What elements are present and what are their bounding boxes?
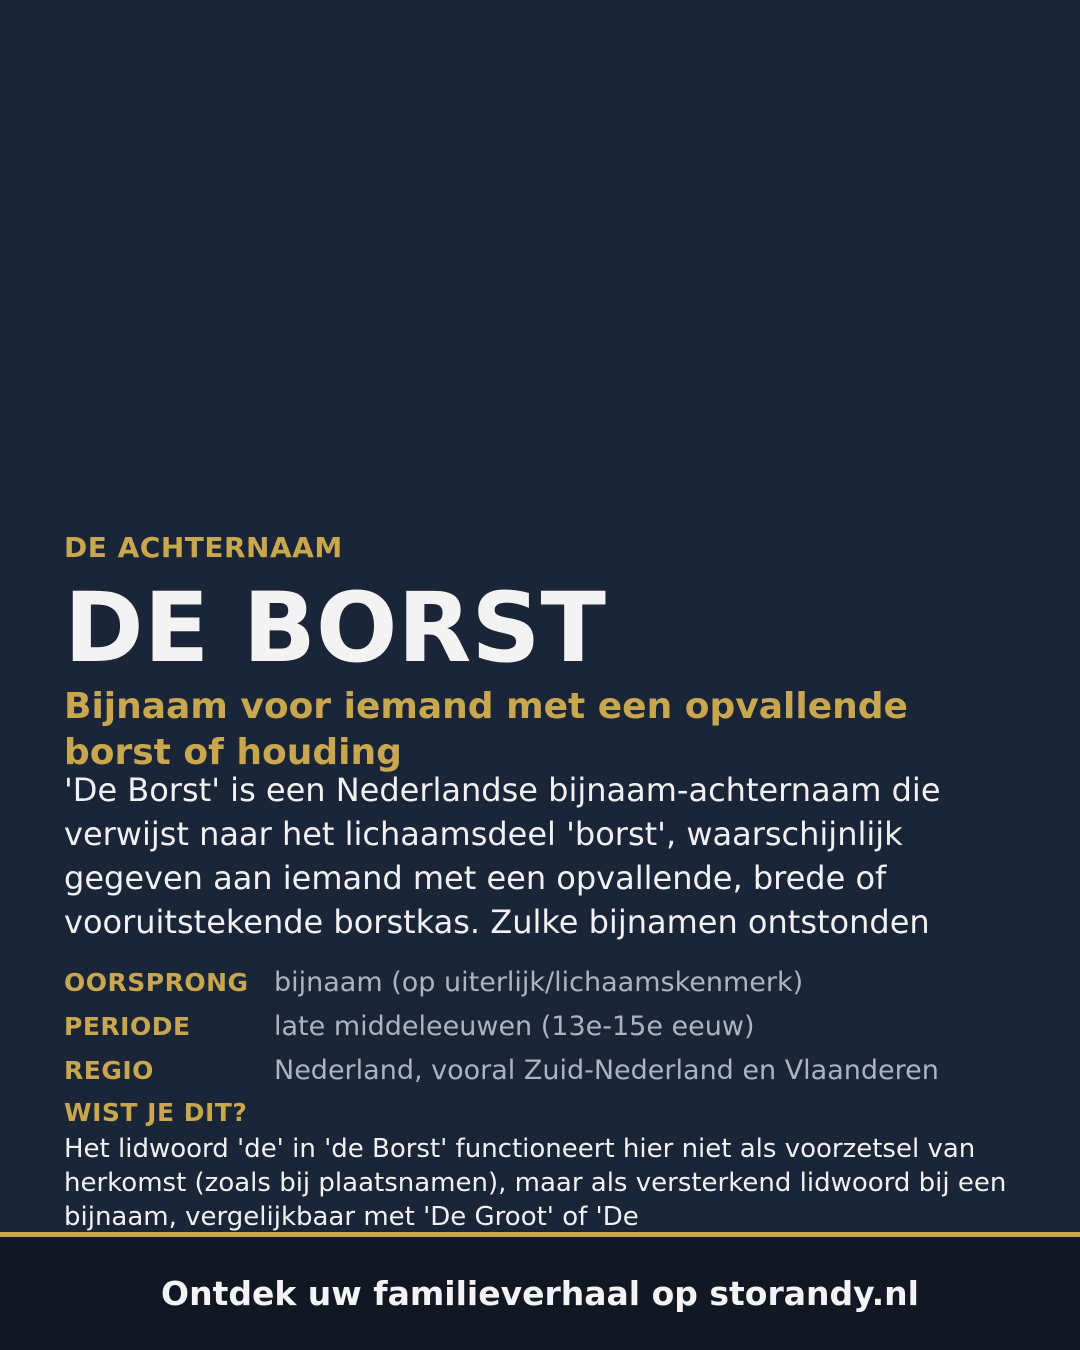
footer-bar xyxy=(0,1237,1080,1350)
surname-title: DE BORST xyxy=(64,572,607,684)
fact-value: late middeleeuwen (13e-15e eeuw) xyxy=(274,1010,755,1042)
fact-label: REGIO xyxy=(64,1055,154,1085)
fact-label: OORSPRONG xyxy=(64,967,249,997)
fun-fact-label: WIST JE DIT? xyxy=(64,1098,248,1127)
eyebrow-label: DE ACHTERNAAM xyxy=(64,531,343,564)
surname-description: 'De Borst' is een Nederlandse bijnaam-achternaam die verwijst naar het lichaamsdeel 'borst', waarschijnlijk gegeven aan iemand met een opvallende, brede of vooruitstekende borstkas. Zulke bijnamen ontstonden xyxy=(64,771,941,941)
surname-subtitle: Bijnaam voor iemand met een opvallende borst of houding xyxy=(64,686,908,773)
fact-row-region xyxy=(64,1048,1016,1092)
fun-fact-text: Het lidwoord 'de' in 'de Borst' functioneert hier niet als voorzetsel van herkomst (zoals bij plaatsnamen), maar als versterkend lidwoord bij een bijnaam, vergelijkbaar met 'De Groot' of 'De xyxy=(64,1134,1007,1232)
facts-list xyxy=(64,960,1016,1092)
fact-row-origin xyxy=(64,960,1016,1004)
fact-value: Nederland, vooral Zuid-Nederland en Vlaanderen xyxy=(274,1054,939,1086)
footer-cta: Ontdek uw familieverhaal op storandy.nl xyxy=(161,1274,919,1313)
fact-label: PERIODE xyxy=(64,1011,191,1041)
fact-value: bijnaam (op uiterlijk/lichaamskenmerk) xyxy=(274,966,804,998)
fact-row-period xyxy=(64,1004,1016,1048)
